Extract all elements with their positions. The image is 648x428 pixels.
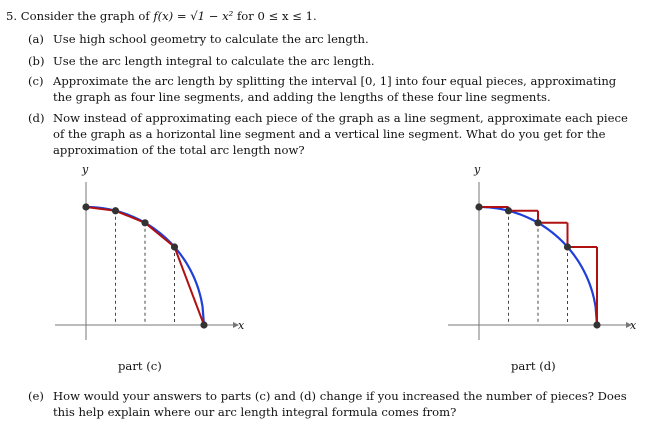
part-d-label: (d)	[28, 111, 45, 125]
part-d-line-1: Now instead of approximating each piece of the graph as a line segment, approximate each piece	[53, 111, 628, 125]
fig-c-partition-point	[200, 321, 207, 328]
figure-c-y-label: y	[82, 163, 89, 176]
fig-d-partition-point	[564, 243, 571, 250]
part-b-label: (b)	[28, 54, 45, 68]
part-c-label: (c)	[28, 74, 44, 88]
part-b-line-1: Use the arc length integral to calculate the arc length.	[53, 54, 375, 68]
function-expression: f(x) = √1 − x²	[153, 9, 234, 23]
part-d-line-2: of the graph as a horizontal line segment and a vertical line segment. What do you get for the	[53, 127, 606, 141]
part-d-line-3: approximation of the total arc length now?	[53, 143, 305, 157]
fig-d-partition-point	[593, 321, 600, 328]
part-e-line-2: this help explain where our arc length integral formula comes from?	[53, 405, 457, 419]
fig-c-partition-point	[112, 207, 119, 214]
fig-c-partition-point	[82, 203, 89, 210]
figure-d-y-label: y	[474, 163, 481, 176]
part-e-label: (e)	[28, 389, 44, 403]
fig-c-partition-point	[141, 219, 148, 226]
part-a-label: (a)	[28, 32, 44, 46]
figure-d-x-label: x	[630, 319, 637, 332]
fig-c-approx-segment	[145, 223, 175, 247]
part-e-line-1: How would your answers to parts (c) and (d) change if you increased the number of pieces? Does	[53, 389, 627, 403]
fig-c-approx-segment	[116, 211, 146, 223]
figure-part-c	[55, 160, 255, 340]
problem-number: 5.	[6, 9, 18, 23]
problem-intro	[6, 9, 317, 23]
intro-suffix: for 0 ≤ x ≤ 1.	[237, 9, 317, 23]
part-c-line-1: Approximate the arc length by splitting the interval [0, 1] into four equal pieces, approximating	[53, 74, 617, 88]
part-a-line-1: Use high school geometry to calculate the arc length.	[53, 32, 369, 46]
intro-prefix: Consider the graph of	[20, 9, 150, 23]
fig-d-partition-point	[475, 203, 482, 210]
fig-c-partition-point	[171, 243, 178, 250]
figure-part-d	[448, 160, 648, 340]
figure-c-caption: part (c)	[118, 359, 162, 373]
fig-d-partition-point	[534, 219, 541, 226]
figure-c-x-label: x	[238, 319, 245, 332]
part-c-line-2: the graph as four line segments, and adding the lengths of these four line segments.	[53, 90, 551, 104]
fig-c-approx-segment	[175, 247, 205, 325]
fig-d-partition-point	[505, 207, 512, 214]
figure-d-caption: part (d)	[511, 359, 556, 373]
